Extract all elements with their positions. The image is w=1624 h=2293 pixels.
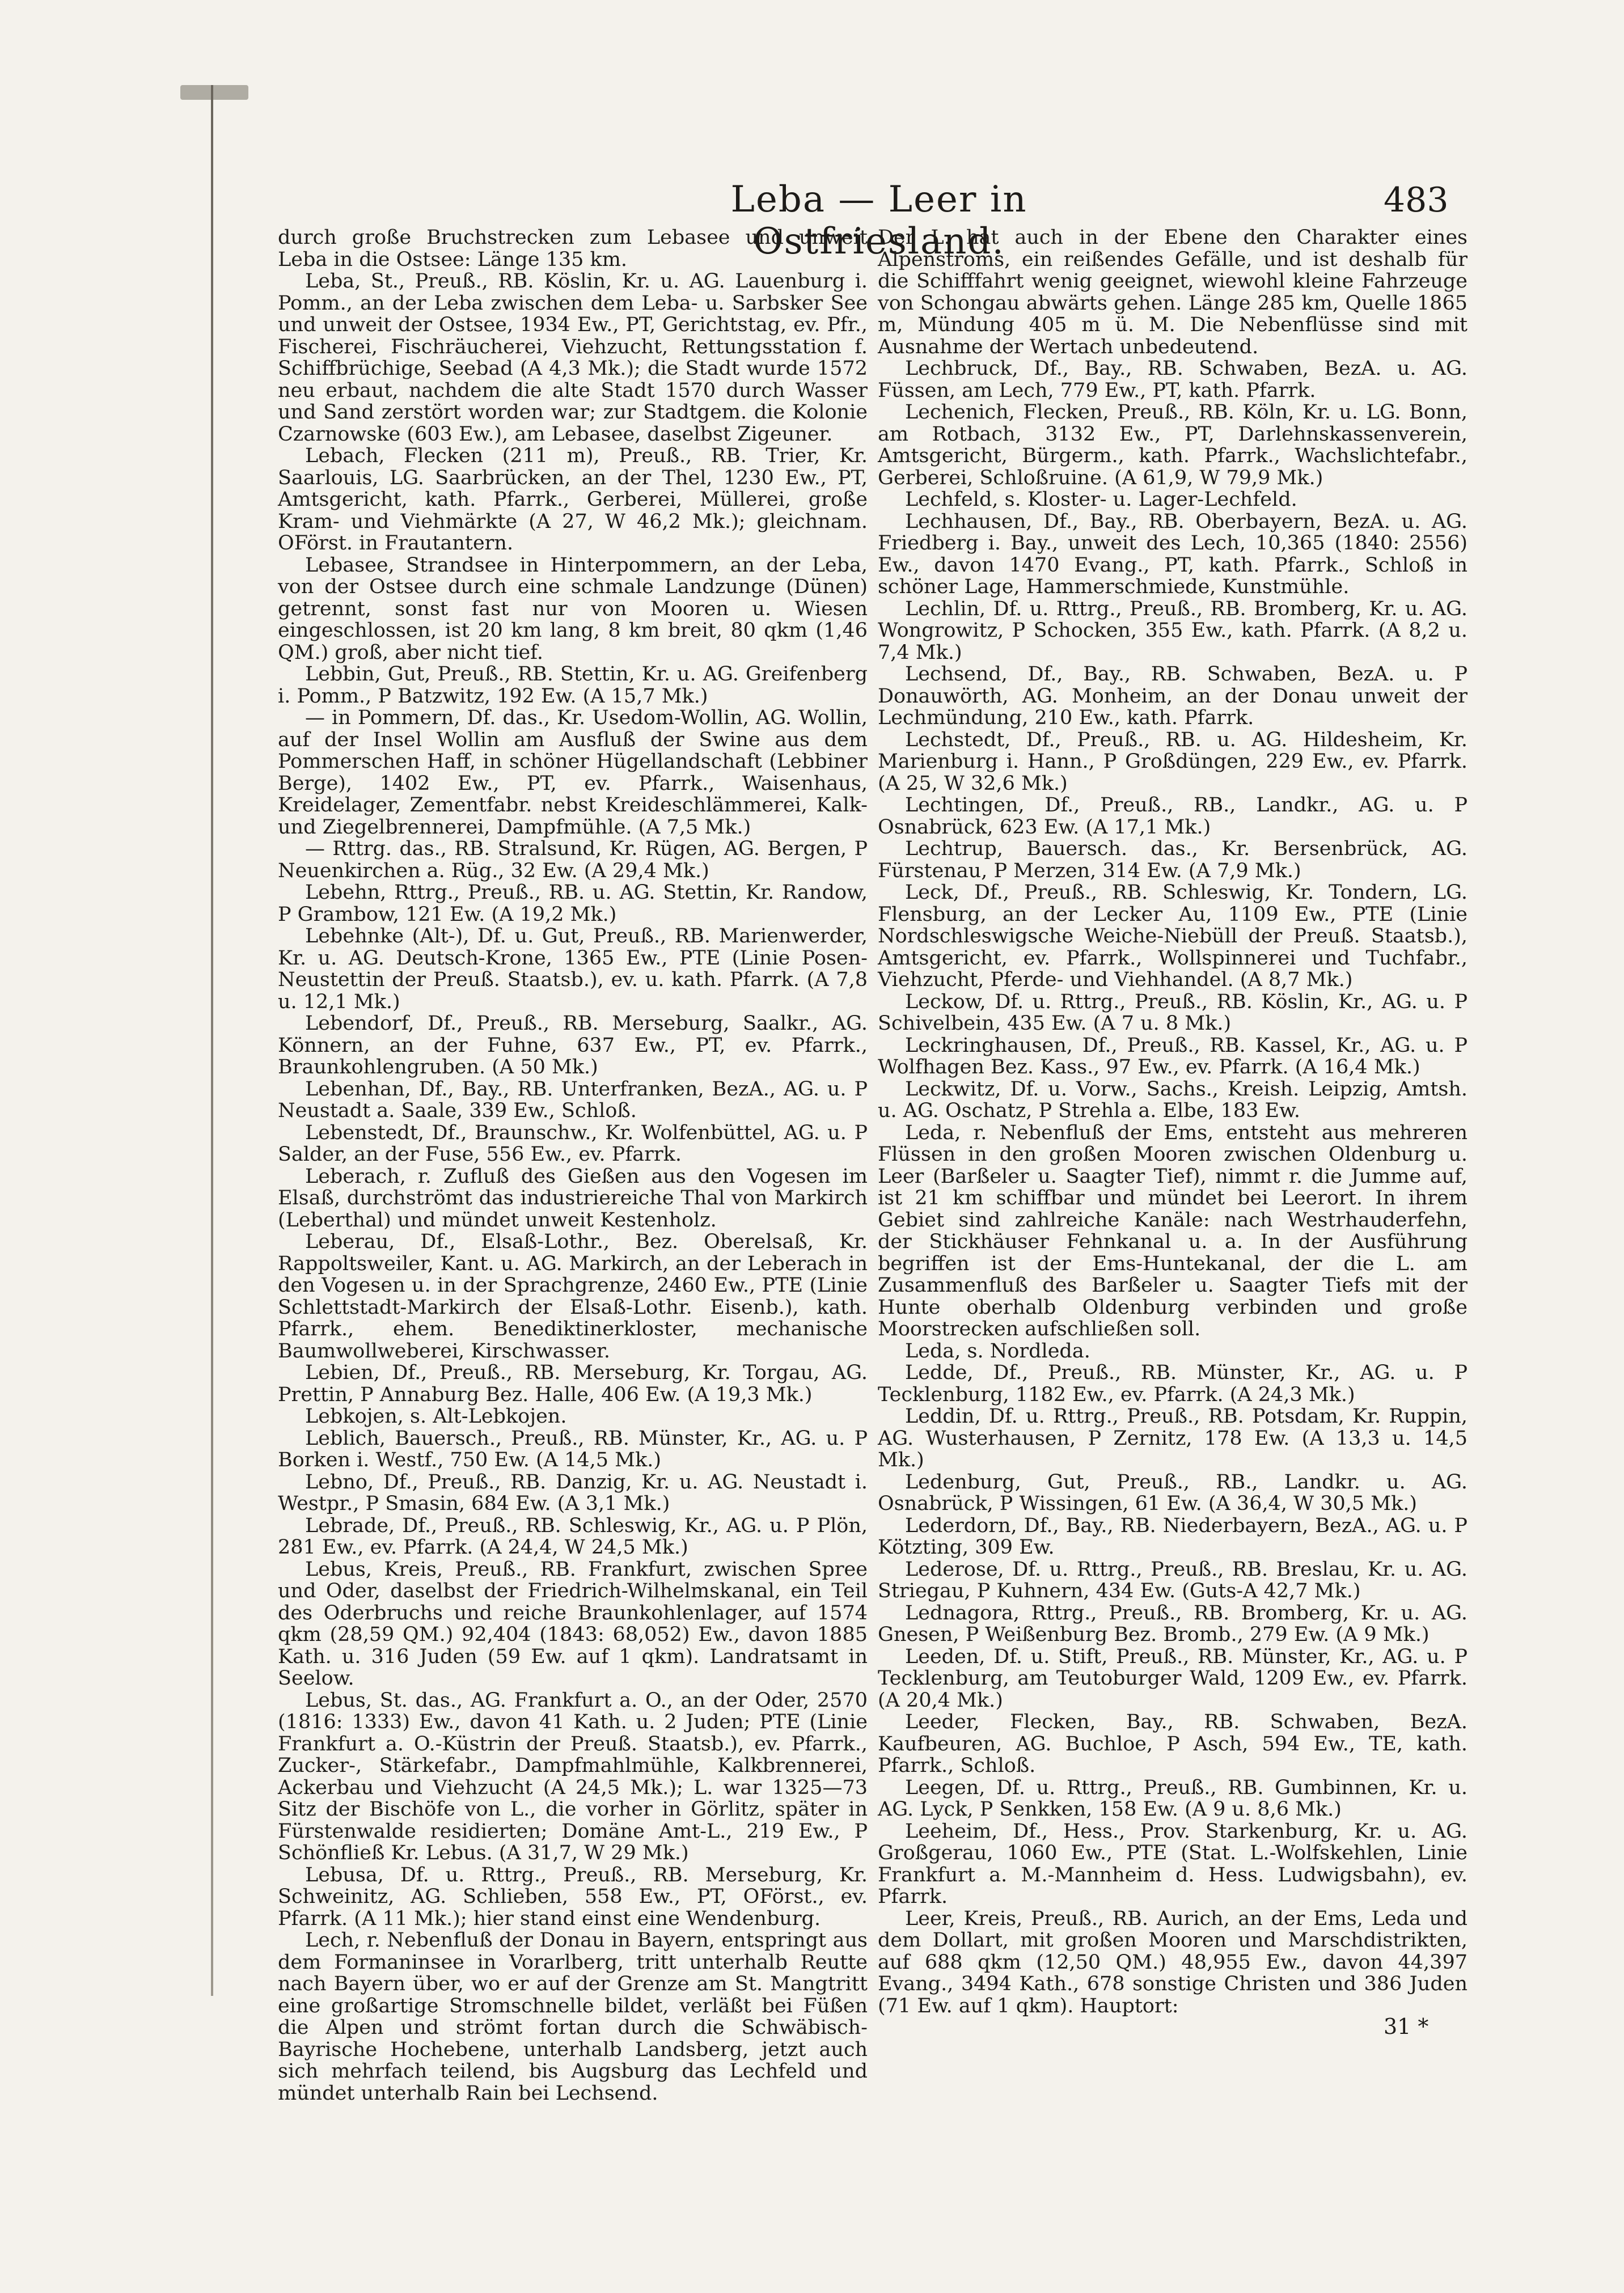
entry-paragraph: Lebien, Df., Preuß., RB. Merseburg, Kr. Torgau, AG. Prettin, P Annaburg Bez. Halle, 406 Ew. (A 19,3 Mk.) bbox=[278, 1361, 868, 1406]
entry-paragraph: Leberach, r. Zufluß des Gießen aus den Vogesen im Elsaß, durchströmt das industriereiche Thal von Markirch (Leberthal) und mündet unweit Kestenholz. bbox=[278, 1165, 868, 1232]
entry-paragraph: Leegen, Df. u. Rttrg., Preuß., RB. Gumbinnen, Kr. u. AG. Lyck, P Senkken, 158 Ew. (A 9 u. 8,6 Mk.) bbox=[878, 1776, 1467, 1821]
entry-paragraph: Leeden, Df. u. Stift, Preuß., RB. Münster, Kr., AG. u. P Tecklenburg, am Teutoburger Wald, 1209 Ew., ev. Pfarrk. (A 20,4 Mk.) bbox=[878, 1645, 1467, 1712]
entry-paragraph: Lech, r. Nebenfluß der Donau in Bayern, entspringt aus dem Formaninsee in Vorarlberg, tritt unterhalb Reutte nach Bayern über, wo er auf der Grenze am St. Mangtritt eine großartige Stromschnelle bildet, verläßt bei Füßen die Alpen und strömt fortan durch die Schwäbisch-Bayrische Hochebene, unterhalb Landsberg, jetzt auch sich mehrfach teilend, bis Augsburg das Lechfeld und mündet unterhalb Rain bei Lechsend. bbox=[278, 1929, 868, 2105]
entry-paragraph: Lednagora, Rttrg., Preuß., RB. Bromberg, Kr. u. AG. Gnesen, P Weißenburg Bez. Bromb., 279 Ew. (A 9 Mk.) bbox=[878, 1601, 1467, 1646]
entry-paragraph: Lechbruck, Df., Bay., RB. Schwaben, BezA. u. AG. Füssen, am Lech, 779 Ew., PT, kath. Pfarrk. bbox=[878, 357, 1467, 402]
entry-paragraph: Lechlin, Df. u. Rttrg., Preuß., RB. Bromberg, Kr. u. AG. Wongrowitz, P Schocken, 355 Ew., kath. Pfarrk. (A 8,2 u. 7,4 Mk.) bbox=[878, 597, 1467, 664]
entry-paragraph: Lechenich, Flecken, Preuß., RB. Köln, Kr. u. LG. Bonn, am Rotbach, 3132 Ew., PT, Darlehnskassenverein, Amtsgericht, Bürgerm., kath. Pfarrk., Wachslichtefabr., Gerberei, Schloßruine. (A 61,9, W 79,9 Mk.) bbox=[878, 401, 1467, 489]
entry-paragraph: Lebasee, Strandsee in Hinterpommern, an der Leba, von der Ostsee durch eine schmale Landzunge (Dünen) getrennt, sonst fast nur von Mooren u. Wiesen eingeschlossen, ist 20 km lang, 8 km breit, 80 qkm (1,46 QM.) groß, aber nicht tief. bbox=[278, 553, 868, 664]
entry-paragraph: Lebus, Kreis, Preuß., RB. Frankfurt, zwischen Spree und Oder, daselbst der Friedrich-Wilhelmskanal, ein Teil des Oderbruchs und reiche Braunkohlenlager, auf 1574 qkm (28,59 QM.) 92,404 (1843: 68,052) Ew., davon 1885 Kath. u. 316 Juden (59 Ew. auf 1 qkm). Landratsamt in Seelow. bbox=[278, 1558, 868, 1690]
entry-paragraph: Leckow, Df. u. Rttrg., Preuß., RB. Köslin, Kr., AG. u. P Schivelbein, 435 Ew. (A 7 u. 8 Mk.) bbox=[878, 990, 1467, 1035]
entry-paragraph: Leberau, Df., Elsaß-Lothr., Bez. Oberelsaß, Kr. Rappoltsweiler, Kant. u. AG. Markirch, an der Leberach in den Vogesen u. in der Sprachgrenze, 2460 Ew., PTE (Linie Schlettstadt-Markirch der Elsaß-Lothr. Eisenb.), kath. Pfarrk., ehem. Benediktinerkloster, mechanische Baumwollweberei, Kirschwasser. bbox=[278, 1230, 868, 1363]
entry-paragraph: Lechhausen, Df., Bay., RB. Oberbayern, BezA. u. AG. Friedberg i. Bay., unweit des Lech, 10,365 (1840: 2556) Ew., davon 1470 Evang., PT, kath. Pfarrk., Schloß in schöner Lage, Hammerschmiede, Kunstmühle. bbox=[878, 510, 1467, 598]
entry-paragraph: Leda, s. Nordleda. bbox=[905, 1339, 1090, 1363]
entry-paragraph: Lechsend, Df., Bay., RB. Schwaben, BezA. u. P Donauwörth, AG. Monheim, an der Donau unweit der Lechmündung, 210 Ew., kath. Pfarrk. bbox=[878, 663, 1467, 729]
entry-paragraph: Lebbin, Gut, Preuß., RB. Stettin, Kr. u. AG. Greifenberg i. Pomm., P Batzwitz, 192 Ew. (A 15,7 Mk.) bbox=[278, 663, 868, 708]
entry-paragraph: Leeheim, Df., Hess., Prov. Starkenburg, Kr. u. AG. Großgerau, 1060 Ew., PTE (Stat. L.-Wolfskehlen, Linie Frankfurt a. M.-Mannheim d. Hess. Ludwigsbahn), ev. Pfarrk. bbox=[878, 1820, 1467, 1908]
entry-paragraph: Lebusa, Df. u. Rttrg., Preuß., RB. Merseburg, Kr. Schweinitz, AG. Schlieben, 558 Ew., PT, OFörst., ev. Pfarrk. (A 11 Mk.); hier stand einst eine Wendenburg. bbox=[278, 1863, 868, 1930]
entry-paragraph: Lebenhan, Df., Bay., RB. Unterfranken, BezA., AG. u. P Neustadt a. Saale, 339 Ew., Schloß. bbox=[278, 1077, 868, 1122]
entry-paragraph: Lebehnke (Alt-), Df. u. Gut, Preuß., RB. Marienwerder, Kr. u. AG. Deutsch-Krone, 1365 Ew., PTE (Linie Posen-Neustettin der Preuß. Staatsb.), ev. u. kath. Pfarrk. (A 7,8 u. 12,1 Mk.) bbox=[278, 925, 868, 1013]
entry-paragraph: Der L. hat auch in der Ebene den Charakter eines Alpenstroms, ein reißendes Gefälle, und ist deshalb für die Schifffahrt wenig geeignet, wiewohl kleine Fahrzeuge von Schongau abwärts gehen. Länge 285 km, Quelle 1865 m, Mündung 405 m ü. M. Die Nebenflüsse sind mit Ausnahme der Wertach unbedeutend. bbox=[878, 226, 1467, 358]
entry-paragraph: Lebrade, Df., Preuß., RB. Schleswig, Kr., AG. u. P Plön, 281 Ew., ev. Pfarrk. (A 24,4, W 24,5 Mk.) bbox=[278, 1514, 868, 1559]
entry-paragraph: Lederdorn, Df., Bay., RB. Niederbayern, BezA., AG. u. P Kötzting, 309 Ew. bbox=[878, 1514, 1467, 1559]
entry-paragraph: Lebach, Flecken (211 m), Preuß., RB. Trier, Kr. Saarlouis, LG. Saarbrücken, an der Thel, 1230 Ew., PT, Amtsgericht, kath. Pfarrk., Gerberei, Müllerei, große Kram- und Viehmärkte (A 27, W 46,2 Mk.); gleichnam. OFörst. in Frautantern. bbox=[278, 445, 868, 555]
entry-paragraph: Ledde, Df., Preuß., RB. Münster, Kr., AG. u. P Tecklenburg, 1182 Ew., ev. Pfarrk. (A 24,3 Mk.) bbox=[878, 1361, 1467, 1406]
entry-paragraph: Lebendorf, Df., Preuß., RB. Merseburg, Saalkr., AG. Könnern, an der Fuhne, 637 Ew., PT, ev. Pfarrk., Braunkohlengruben. (A 50 Mk.) bbox=[278, 1012, 868, 1078]
entry-paragraph: Lechfeld, s. Kloster- u. Lager-Lechfeld. bbox=[905, 488, 1297, 511]
entry-paragraph: Lebenstedt, Df., Braunschw., Kr. Wolfenbüttel, AG. u. P Salder, an der Fuse, 556 Ew., ev. Pfarrk. bbox=[278, 1121, 868, 1166]
entry-paragraph: Lebkojen, s. Alt-Lebkojen. bbox=[305, 1405, 567, 1428]
entry-paragraph: Ledenburg, Gut, Preuß., RB., Landkr. u. AG. Osnabrück, P Wissingen, 61 Ew. (A 36,4, W 30,5 Mk.) bbox=[878, 1470, 1467, 1515]
page-number: 483 bbox=[1384, 180, 1449, 220]
entry-paragraph: Leba, St., Preuß., RB. Köslin, Kr. u. AG. Lauenburg i. Pomm., an der Leba zwischen dem Leba- u. Sarbsker See und unweit der Ostsee, 1934 Ew., PT, Gerichtstag, ev. Pfr., Fischerei, Fischräucherei, Viehzucht, Rettungsstation f. Schiffbrüchige, Seebad (A 4,3 Mk.); die Stadt wurde 1572 neu erbaut, nachdem die alte Stadt 1570 durch Wasser und Sand zerstört worden war; zur Stadtgem. die Kolonie Czarnowske (603 Ew.), am Lebasee, daselbst Zigeuner. bbox=[278, 270, 868, 446]
binding-edge bbox=[211, 85, 213, 1996]
entry-paragraph: Lederose, Df. u. Rttrg., Preuß., RB. Breslau, Kr. u. AG. Striegau, P Kuhnern, 434 Ew. (Guts-A 42,7 Mk.) bbox=[878, 1558, 1467, 1602]
entry-paragraph: Lechstedt, Df., Preuß., RB. u. AG. Hildesheim, Kr. Marienburg i. Hann., P Großdüngen, 229 Ew., ev. Pfarrk. (A 25, W 32,6 Mk.) bbox=[878, 728, 1467, 795]
entry-paragraph: Lechtingen, Df., Preuß., RB., Landkr., AG. u. P Osnabrück, 623 Ew. (A 17,1 Mk.) bbox=[878, 794, 1467, 839]
entry-paragraph: Lebus, St. das., AG. Frankfurt a. O., an der Oder, 2570 (1816: 1333) Ew., davon 41 Kath. u. 2 Juden; PTE (Linie Frankfurt a. O.-Küstrin der Preuß. Staatsb.), ev. Pfarrk., Zucker-, Stärkefabr., Dampfmahlmühle, Kalkbrennerei, Ackerbau und Viehzucht (A 24,5 Mk.); L. war 1325—73 Sitz der Bischöfe von L., die vorher in Görlitz, später in Fürstenwalde residierten; Domäne Amt-L., 219 Ew., P Schönfließ Kr. Lebus. (A 31,7, W 29 Mk.) bbox=[278, 1689, 868, 1864]
entry-paragraph: Leer, Kreis, Preuß., RB. Aurich, an der Ems, Leda und dem Dollart, mit großen Mooren und Marschdistrikten, auf 688 qkm (12,50 QM.) 48,955 Ew., davon 44,397 Evang., 3494 Kath., 678 sonstige Christen und 386 Juden (71 Ew. auf 1 qkm). Hauptort: bbox=[878, 1907, 1467, 2017]
entry-paragraph: Leck, Df., Preuß., RB. Schleswig, Kr. Tondern, LG. Flensburg, an der Lecker Au, 1109 Ew., PTE (Linie Nordschleswigsche Weiche-Niebüll der Preuß. Staatsb.), Amtsgericht, ev. Pfarrk., Wollspinnerei und Tuchfabr., Viehzucht, Pferde- und Viehhandel. (A 8,7 Mk.) bbox=[878, 881, 1467, 991]
entry-paragraph: Leda, r. Nebenfluß der Ems, entsteht aus mehreren Flüssen in den großen Mooren zwischen Oldenburg u. Leer (Barßeler u. Saagter Tief), nimmt r. die Jumme auf, ist 21 km schiffbar und mündet bei Leerort. In ihrem Gebiet sind zahlreiche Kanäle: nach Westrhauderfehn, der Stickhäuser Fehnkanal u. a. In der Ausführung begriffen ist der Ems-Huntekanal, der die L. am Zusammenfluß des Barßeler u. Saagter Tiefs mit der Hunte oberhalb Oldenburg verbinden und große Moorstrecken aufschließen soll. bbox=[878, 1121, 1467, 1340]
entry-paragraph: Leckwitz, Df. u. Vorw., Sachs., Kreish. Leipzig, Amtsh. u. AG. Oschatz, P Strehla a. Elbe, 183 Ew. bbox=[878, 1077, 1467, 1122]
entry-paragraph: Lebehn, Rttrg., Preuß., RB. u. AG. Stettin, Kr. Randow, P Grambow, 121 Ew. (A 19,2 Mk.) bbox=[278, 881, 868, 926]
entry-paragraph: Lechtrup, Bauersch. das., Kr. Bersenbrück, AG. Fürstenau, P Merzen, 314 Ew. (A 7,9 Mk.) bbox=[878, 837, 1467, 882]
left-column bbox=[278, 227, 868, 2104]
entry-paragraph: — in Pommern, Df. das., Kr. Usedom-Wollin, AG. Wollin, auf der Insel Wollin am Ausfluß der Swine aus dem Pommerschen Haff, in schöner Hügellandschaft (Lebbiner Berge), 1402 Ew., PT, ev. Pfarrk., Waisenhaus, Kreidelager, Zementfabr. nebst Kreideschlämmerei, Kalk- und Ziegelbrennerei, Dampfmühle. (A 7,5 Mk.) bbox=[278, 706, 868, 839]
entry-paragraph: durch große Bruchstrecken zum Lebasee und unweit Leba in die Ostsee: Länge 135 km. bbox=[278, 226, 868, 271]
scan-smudge bbox=[180, 85, 248, 100]
right-column bbox=[878, 227, 1467, 2017]
entry-paragraph: — Rttrg. das., RB. Stralsund, Kr. Rügen, AG. Bergen, P Neuenkirchen a. Rüg., 32 Ew. (A 29,4 Mk.) bbox=[278, 837, 868, 882]
scan-margin bbox=[0, 0, 227, 2293]
entry-paragraph: Leblich, Bauersch., Preuß., RB. Münster, Kr., AG. u. P Borken i. Westf., 750 Ew. (A 14,5 Mk.) bbox=[278, 1427, 868, 1471]
entry-paragraph: Leddin, Df. u. Rttrg., Preuß., RB. Potsdam, Kr. Ruppin, AG. Wusterhausen, P Zernitz, 178 Ew. (A 13,3 u. 14,5 Mk.) bbox=[878, 1405, 1467, 1471]
running-header: Leba — Leer in Ostfriesland. bbox=[730, 179, 1027, 263]
entry-paragraph: Leeder, Flecken, Bay., RB. Schwaben, BezA. Kaufbeuren, AG. Buchloe, P Asch, 594 Ew., TE, kath. Pfarrk., Schloß. bbox=[878, 1711, 1467, 1777]
entry-paragraph: Leckringhausen, Df., Preuß., RB. Kassel, Kr., AG. u. P Wolfhagen Bez. Kass., 97 Ew., ev. Pfarrk. (A 16,4 Mk.) bbox=[878, 1034, 1467, 1078]
signature-mark: 31 * bbox=[1384, 2014, 1429, 2039]
entry-paragraph: Lebno, Df., Preuß., RB. Danzig, Kr. u. AG. Neustadt i. Westpr., P Smasin, 684 Ew. (A 3,1 Mk.) bbox=[278, 1470, 868, 1515]
